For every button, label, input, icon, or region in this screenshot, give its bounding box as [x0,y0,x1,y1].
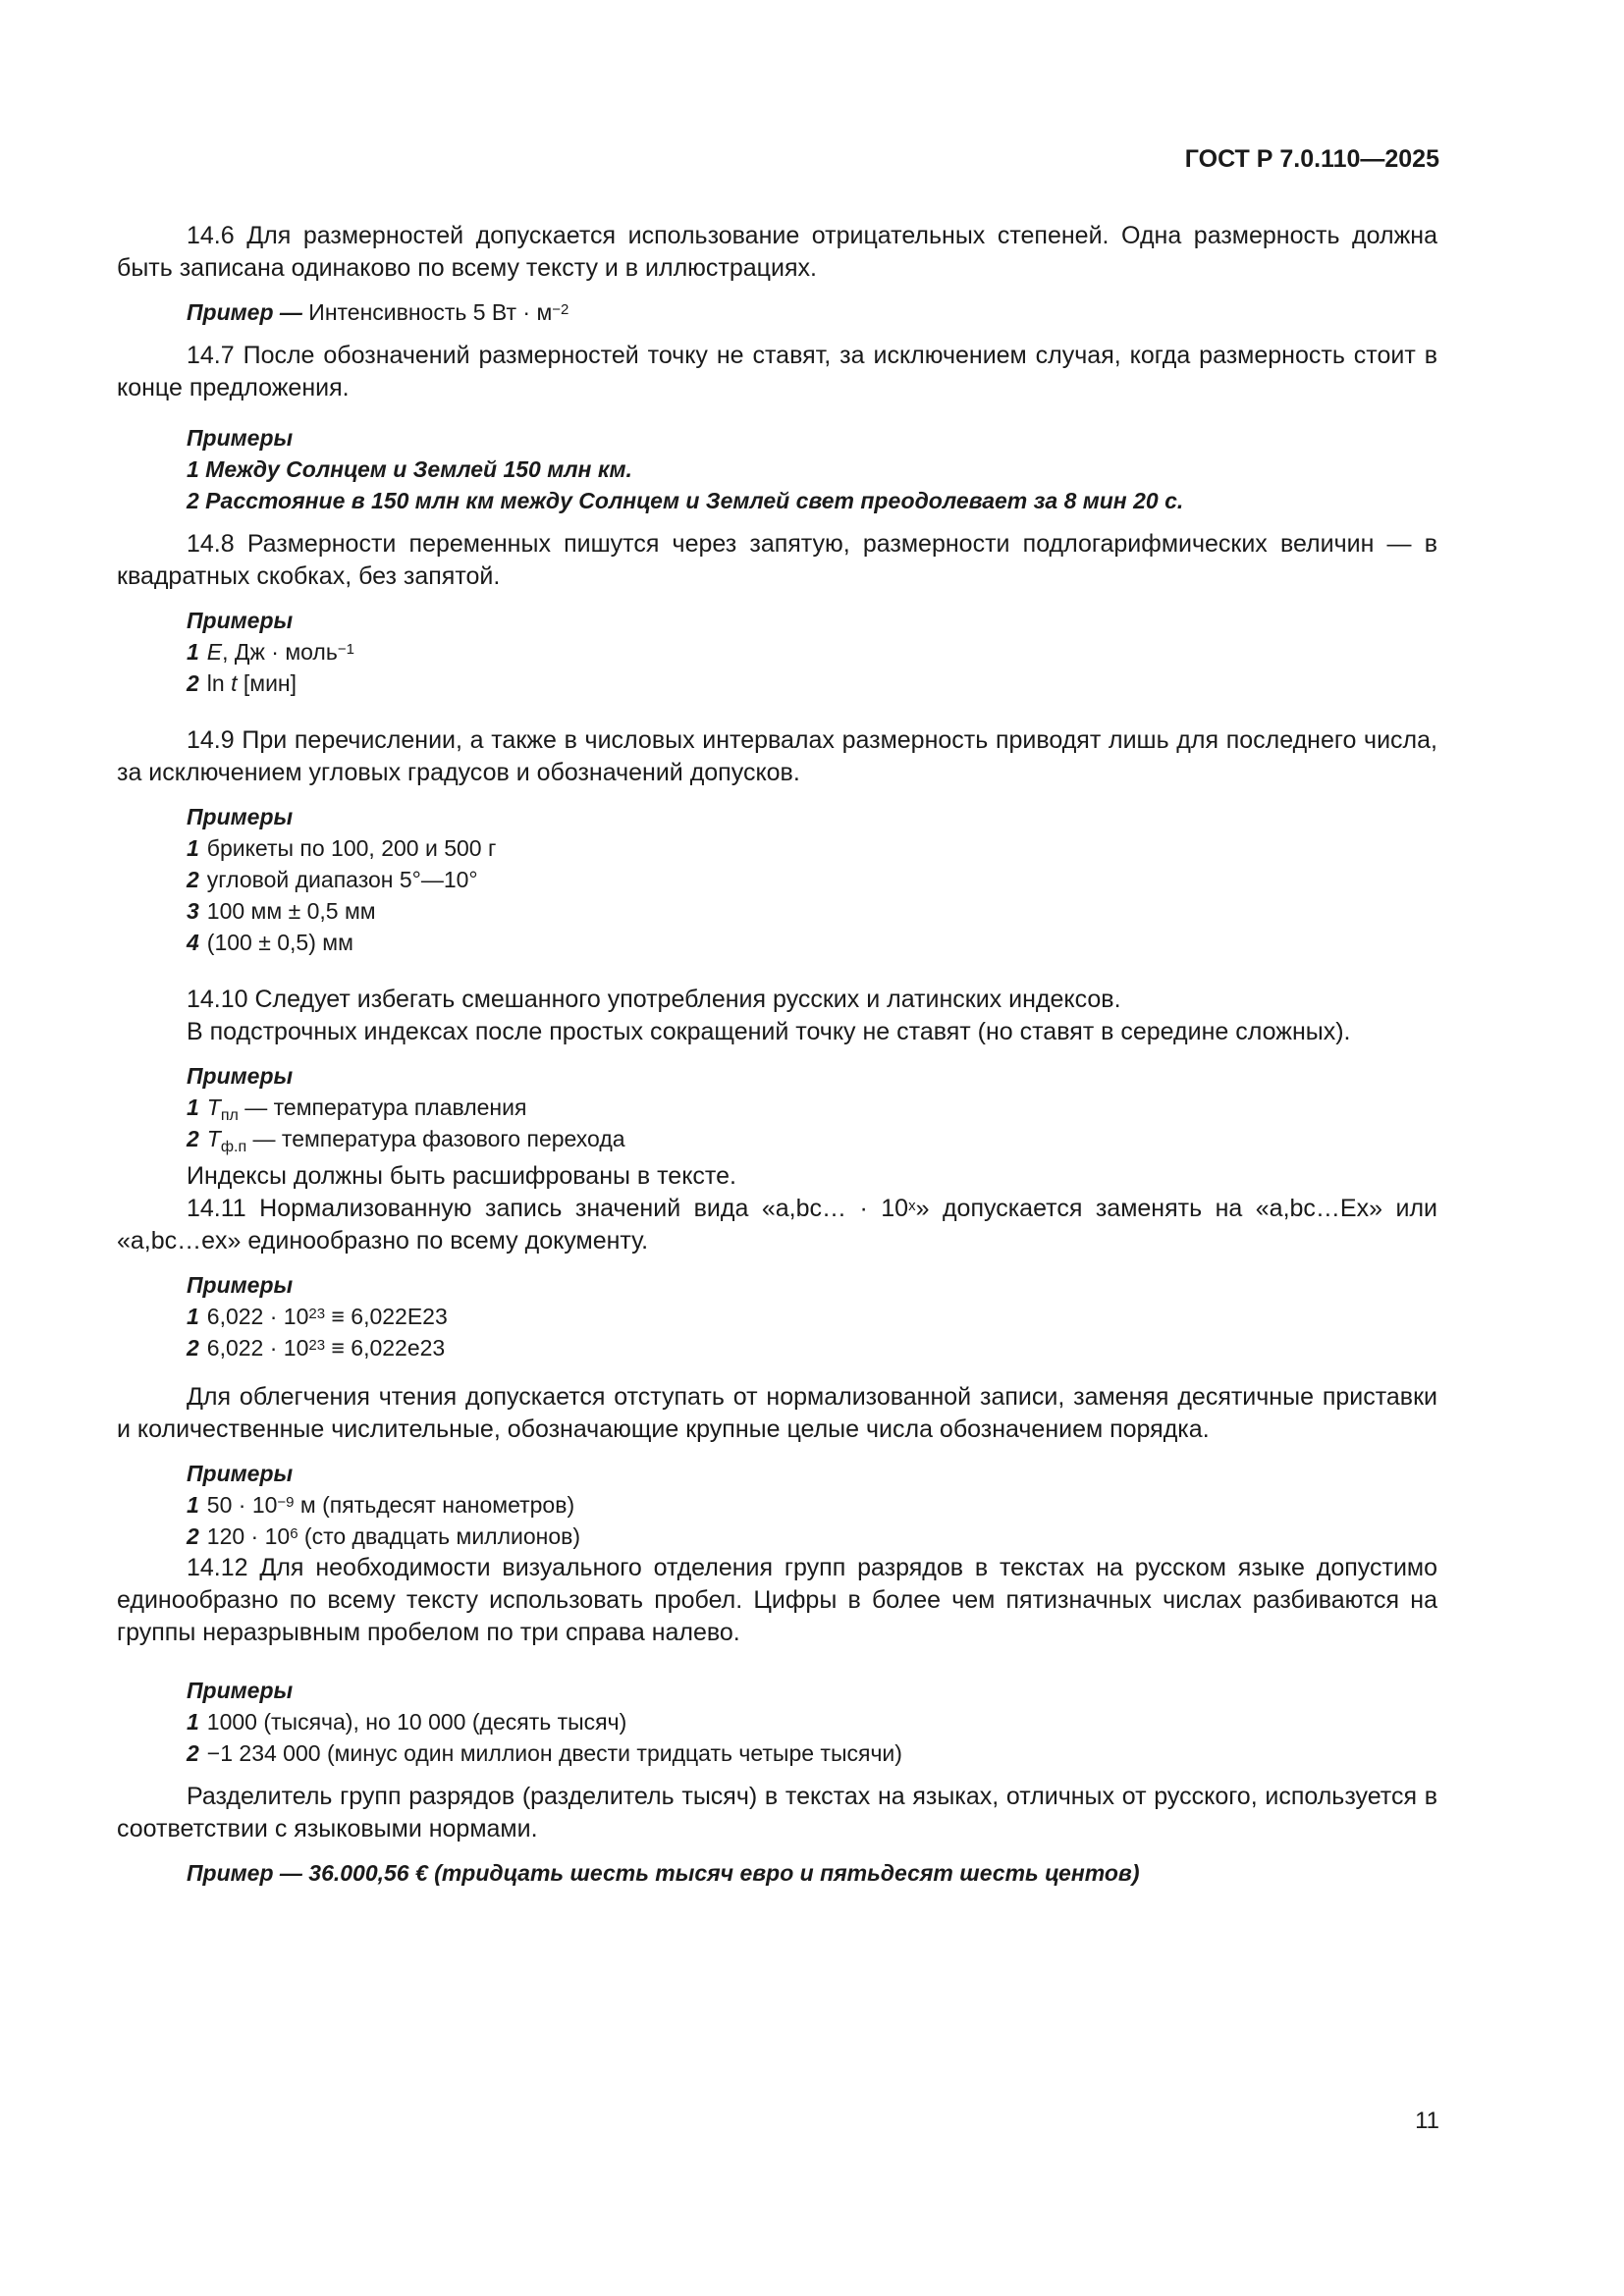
example-number: 1 [187,1304,199,1329]
example-text: ln [206,670,232,696]
page-content [117,220,1437,1889]
example-text: — температура фазового перехода [246,1126,625,1151]
example-item [187,1489,1437,1521]
example-item [187,1123,1437,1154]
example-text: 6,022 · 10 [206,1335,309,1361]
variable: T [206,1095,221,1120]
example-item [187,1332,1437,1363]
examples-heading: Примеры [187,1461,294,1486]
paragraph-14-12-separator: Разделитель групп разрядов (разделитель тысяч) в текстах на языках, отличных от русского, используется в соответствии с языковыми нормами. [117,1783,1437,1842]
example-text: 6,022 · 10 [206,1304,309,1329]
example-item [187,1301,1437,1332]
paragraph-14-6: 14.6 Для размерностей допускается использование отрицательных степеней. Одна размерность должна быть записана одинаково по всему тексту и в иллюстрациях. [117,222,1437,282]
example-text: ≡ 6,022e23 [325,1335,446,1361]
document-header: ГОСТ Р 7.0.110—2025 [1184,145,1439,173]
variable: T [206,1126,221,1151]
example-item: 1 Между Солнцем и Землей 150 млн км. [187,456,632,482]
example-item [187,667,1437,699]
example-text: 120 · 10 [206,1523,291,1549]
example-text: (сто двадцать миллионов) [298,1523,581,1549]
example-text: ≡ 6,022E23 [325,1304,448,1329]
example-label: Пример — [187,299,302,325]
example-text: [мин] [237,670,298,696]
example-number: 2 [187,1740,199,1766]
example-text: 50 · 10 [206,1492,278,1518]
superscript: 23 [308,1337,326,1354]
example-text: , Дж · моль [222,639,338,665]
paragraph-14-10-cont: В подстрочных индексах после простых сокращений точку не ставят (но ставят в середине сложных). [187,1018,1351,1045]
example-item [187,895,1437,927]
example-text: Интенсивность 5 Вт · м [308,299,553,325]
example-item [187,832,1437,864]
examples-14-8 [187,605,1437,699]
example-text: 1000 (тысяча), но 10 000 (десять тысяч) [206,1709,627,1735]
examples-14-7 [187,422,1437,516]
example-text: (100 ± 0,5) мм [206,930,353,955]
examples-14-9 [187,801,1437,958]
example-item [187,864,1437,895]
example-item [187,636,1437,667]
examples-heading: Примеры [187,1063,294,1089]
paragraph-14-7: 14.7 После обозначений размерностей точку не ставят, за исключением случая, когда размерность стоит в конце предложения. [117,342,1437,401]
examples-heading: Примеры [187,1272,294,1298]
superscript: 23 [308,1306,326,1322]
example-number: 3 [187,898,199,924]
example-number: 1 [187,1709,199,1735]
subscript: ф.п [220,1139,247,1155]
examples-14-10 [187,1060,1437,1154]
example-number: 2 [187,1523,199,1549]
variable: E [206,639,223,665]
example-text: −1 234 000 (минус один миллион двести тридцать четыре тысячи) [206,1740,902,1766]
example-number: 1 [187,1095,199,1120]
paragraph-14-8: 14.8 Размерности переменных пишутся через запятую, размерности подлогарифмических величин — в квадратных скобках, без запятой. [117,530,1437,590]
example-number: 1 [187,639,199,665]
paragraph-indices-note: Индексы должны быть расшифрованы в тексте. [187,1162,736,1190]
example-sup: −1 [337,641,354,658]
example-text: угловой диапазон 5°—10° [206,867,478,892]
paragraph-14-9: 14.9 При перечислении, а также в числовых интервалах размерность приводят лишь для последнего числа, за исключением угловых градусов и обозначений допусков. [117,726,1437,786]
text-part: 14.11 Нормализованную запись значений вида «a,bc… · 10 [187,1195,909,1222]
example-text: м (пятьдесят нанометров) [294,1492,575,1518]
example-item: 2 Расстояние в 150 млн км между Солнцем и Землей свет преодолевает за 8 мин 20 с. [187,488,1184,513]
example-text: 100 мм ± 0,5 мм [206,898,376,924]
examples-14-12 [187,1675,1437,1769]
examples-heading: Примеры [187,1678,294,1703]
paragraph-14-11 [117,1193,1437,1257]
example-number: 1 [187,835,199,861]
example-14-6 [187,296,1437,328]
example-number: 2 [187,1335,199,1361]
superscript: x [908,1198,916,1214]
examples-heading: Примеры [187,425,294,451]
example-sup: −2 [552,301,569,318]
final-example: Пример — 36.000,56 € (тридцать шесть тысяч евро и пятьдесят шесть центов) [187,1860,1140,1886]
example-text: — температура плавления [238,1095,527,1120]
paragraph-14-11-readability: Для облегчения чтения допускается отступать от нормализованной записи, заменяя десятичные приставки и количественные числительные, обозначающие крупные целые числа обозначением порядка. [117,1383,1437,1443]
example-number: 4 [187,930,199,955]
superscript: 6 [290,1525,298,1542]
examples-14-11-order [187,1458,1437,1552]
paragraph-14-12: 14.12 Для необходимости визуального отделения групп разрядов в текстах на русском языке допустимо единообразно по всему тексту использовать пробел. Цифры в более чем пятизначных числах разбиваются на группы неразрывным пробелом по три справа налево. [117,1554,1437,1646]
example-number: 1 [187,1492,199,1518]
example-number: 2 [187,670,199,696]
example-item [187,1092,1437,1123]
examples-14-11 [187,1269,1437,1363]
example-item [187,1706,1437,1737]
paragraph-14-10: 14.10 Следует избегать смешанного употребления русских и латинских индексов. [187,986,1121,1013]
example-item [187,1521,1437,1552]
examples-heading: Примеры [187,608,294,633]
subscript: пл [220,1107,239,1124]
examples-heading: Примеры [187,804,294,829]
example-number: 2 [187,1126,199,1151]
example-text: брикеты по 100, 200 и 500 г [206,835,497,861]
text-part: » допускается заменять на «a,bc…Ex» или «a,bc…ex» единообразно по всему документу. [117,1195,1437,1255]
variable: t [231,670,238,696]
example-item [187,927,1437,958]
page-number: 11 [1415,2108,1439,2134]
example-number: 2 [187,867,199,892]
superscript: −9 [277,1494,295,1511]
example-item [187,1737,1437,1769]
